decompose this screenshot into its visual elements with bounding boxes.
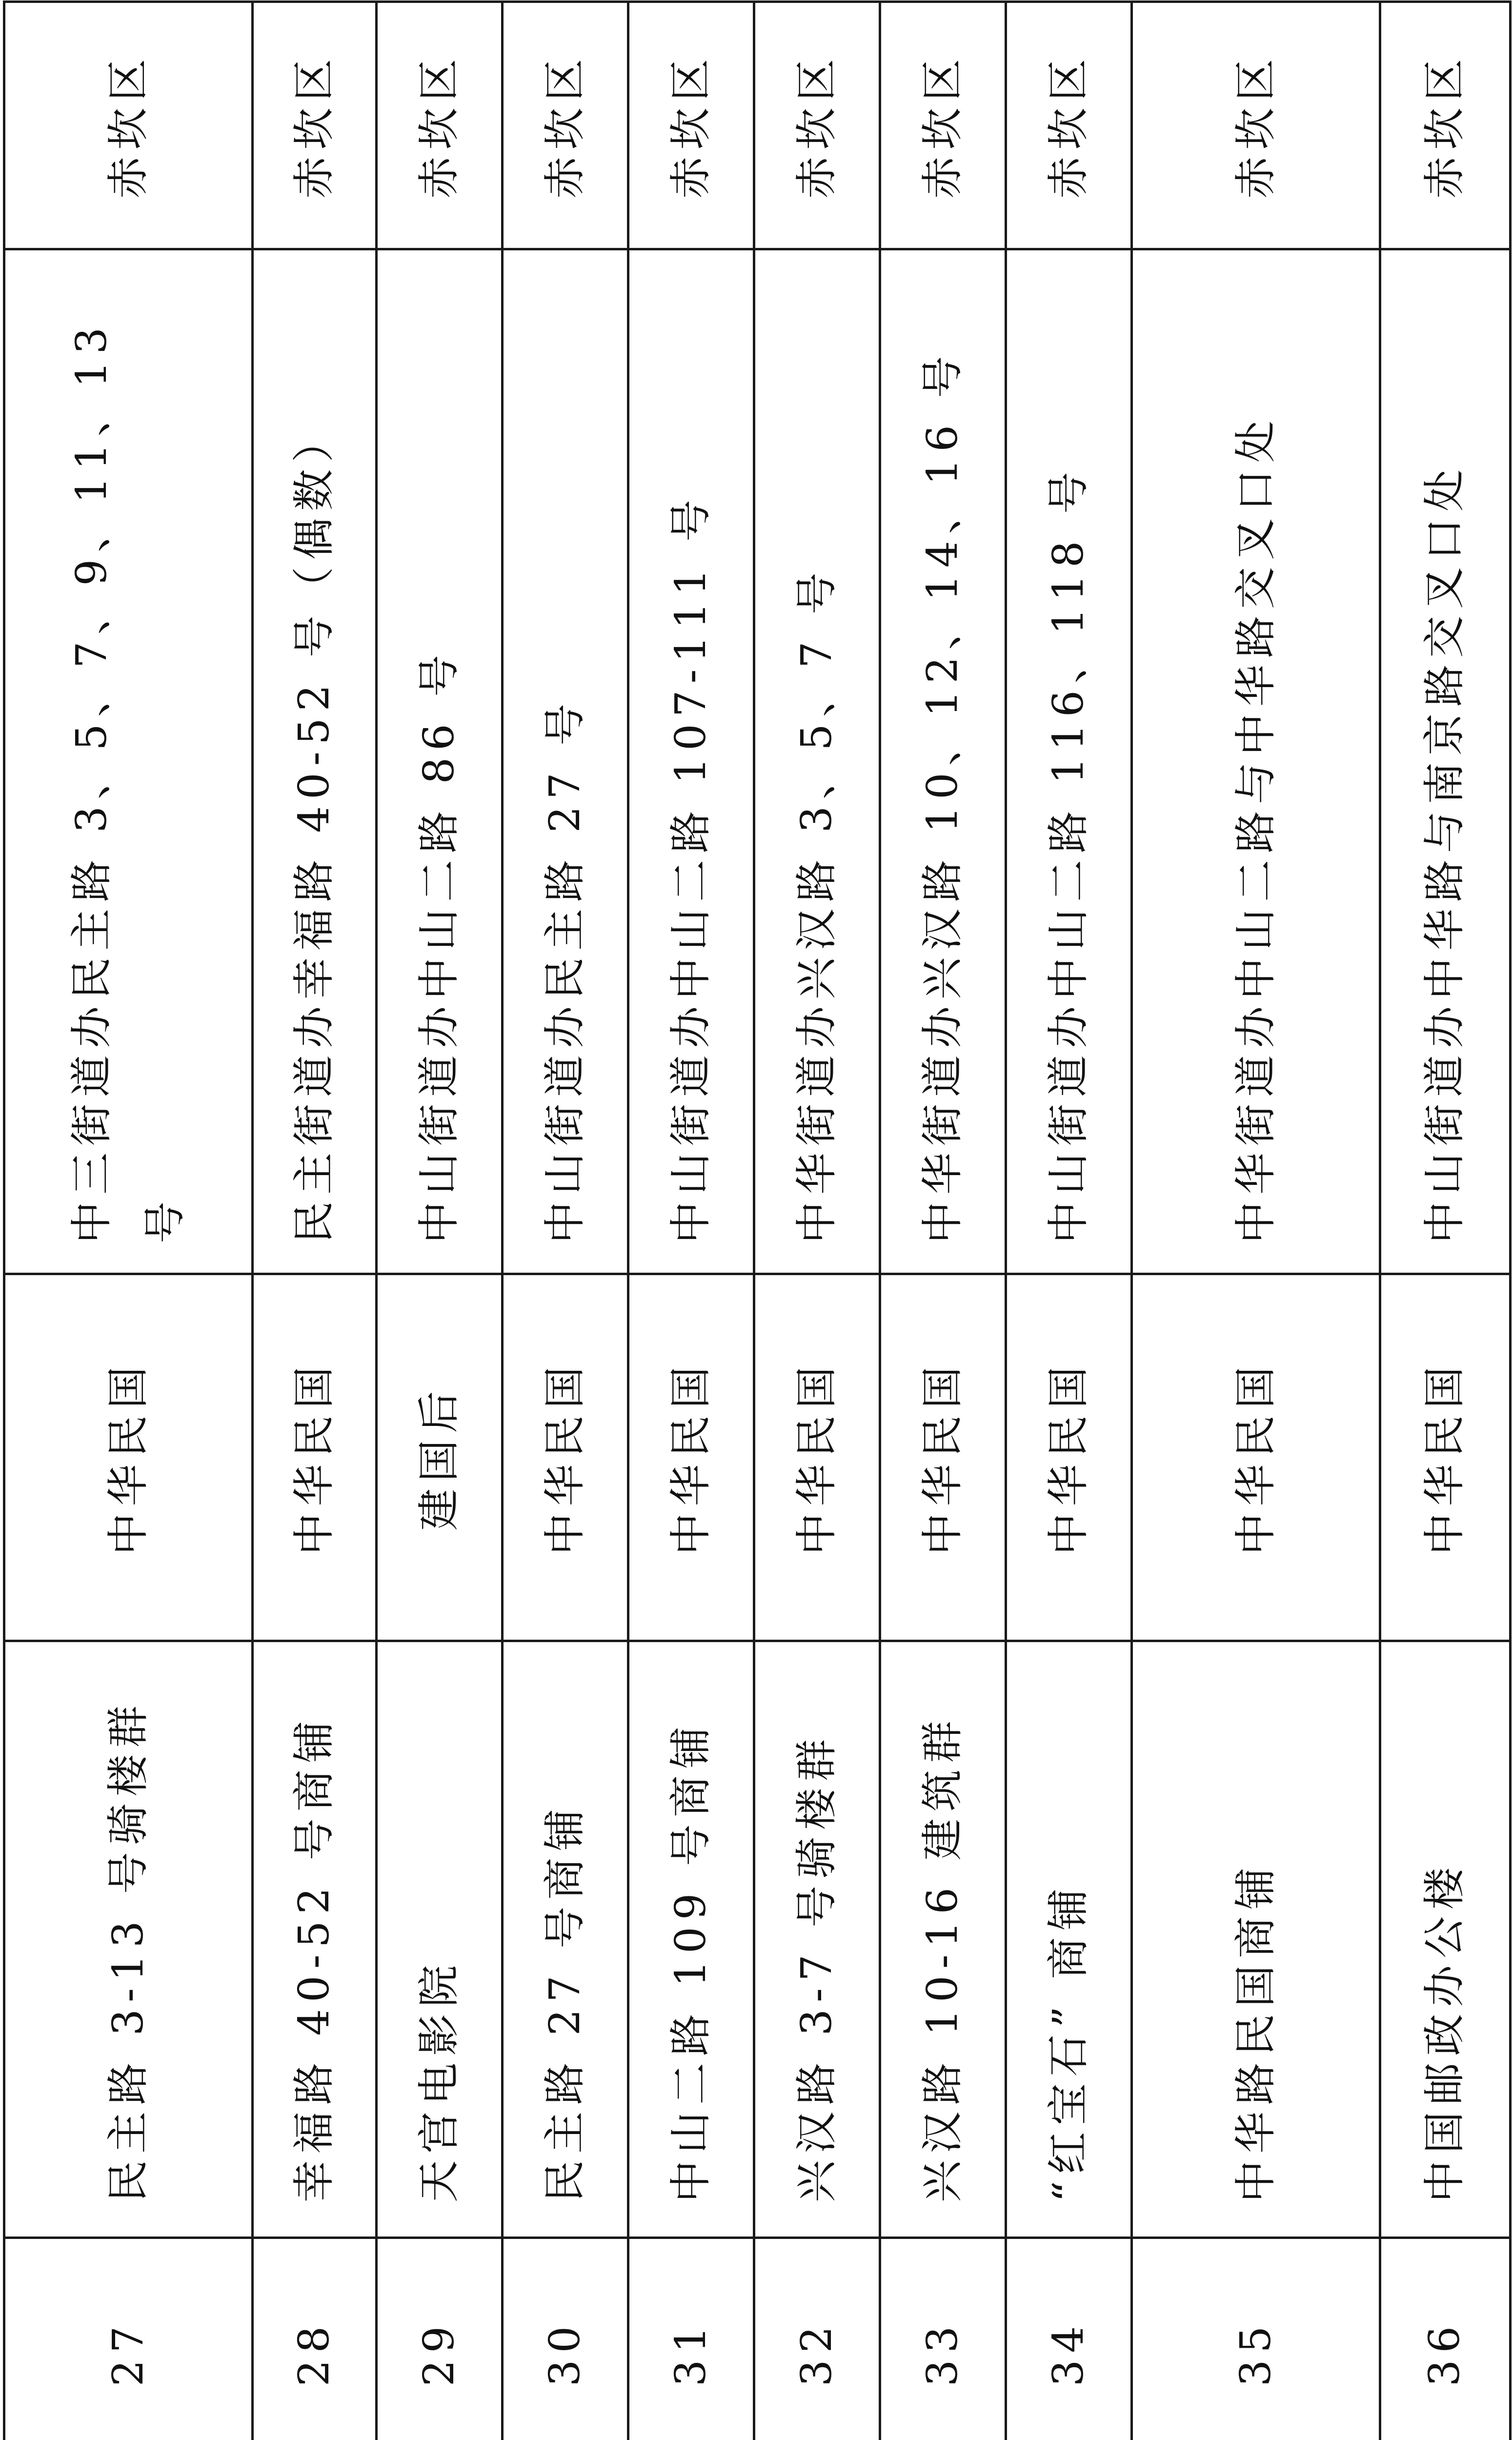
site-era: 中华民国 xyxy=(1132,1274,1380,1641)
site-address: 中山街道办中山二路 116、118 号 xyxy=(1006,249,1132,1274)
row-number: 27 xyxy=(4,2238,253,2440)
site-district: 赤坎区 xyxy=(253,2,377,249)
site-name: 中国邮政办公楼 xyxy=(1380,1641,1511,2238)
site-district: 赤坎区 xyxy=(754,2,880,249)
site-address: 中华街道办兴汉路 3、5、7 号 xyxy=(754,249,880,1274)
site-address: 中山街道办中山二路 107-111 号 xyxy=(628,249,754,1274)
row-number: 29 xyxy=(377,2238,503,2440)
site-name: 兴汉路 10-16 建筑群 xyxy=(880,1641,1006,2238)
site-era: 中华民国 xyxy=(1006,1274,1132,1641)
site-era: 中华民国 xyxy=(4,1274,253,1641)
site-name: 民主路 3-13 号骑楼群 xyxy=(4,1641,253,2238)
site-district: 赤坎区 xyxy=(503,2,628,249)
row-number: 34 xyxy=(1006,2238,1132,2440)
site-era: 中华民国 xyxy=(1380,1274,1511,1641)
site-address: 中华街道办中山二路与中华路交叉口处 xyxy=(1132,249,1380,1274)
row-number: 33 xyxy=(880,2238,1006,2440)
site-era: 中华民国 xyxy=(754,1274,880,1641)
site-name: 中华路民国商铺 xyxy=(1132,1641,1380,2238)
site-name: 民主路 27 号商铺 xyxy=(503,1641,628,2238)
site-district: 赤坎区 xyxy=(4,2,253,249)
site-district: 赤坎区 xyxy=(1006,2,1132,249)
site-address: 民主街道办幸福路 40-52 号（偶数） xyxy=(253,249,377,1274)
site-address: 中山街道办中山二路 86 号 xyxy=(377,249,503,1274)
site-era: 中华民国 xyxy=(253,1274,377,1641)
site-era: 建国后 xyxy=(377,1274,503,1641)
heritage-list-table xyxy=(3,0,1512,2440)
table-row xyxy=(4,2,253,2440)
site-district: 赤坎区 xyxy=(377,2,503,249)
table-row xyxy=(1132,2,1380,2440)
site-address: 中山街道办中华路与南京路交叉口处 xyxy=(1380,249,1511,1274)
site-name: “红宝石” 商铺 xyxy=(1006,1641,1132,2238)
row-number: 35 xyxy=(1132,2238,1380,2440)
site-name: 兴汉路 3-7 号骑楼群 xyxy=(754,1641,880,2238)
site-name: 幸福路 40-52 号商铺 xyxy=(253,1641,377,2238)
table-row xyxy=(880,2,1006,2440)
table-row xyxy=(628,2,754,2440)
row-number: 28 xyxy=(253,2238,377,2440)
table-row xyxy=(754,2,880,2440)
row-number: 32 xyxy=(754,2238,880,2440)
table-row xyxy=(503,2,628,2440)
row-number: 30 xyxy=(503,2238,628,2440)
site-district: 赤坎区 xyxy=(1380,2,1511,249)
table-row xyxy=(377,2,503,2440)
table-row xyxy=(1006,2,1132,2440)
site-name: 天宫电影院 xyxy=(377,1641,503,2238)
site-district: 赤坎区 xyxy=(628,2,754,249)
site-district: 赤坎区 xyxy=(1132,2,1380,249)
site-address: 中华街道办兴汉路 10、12、14、16 号 xyxy=(880,249,1006,1274)
site-district: 赤坎区 xyxy=(880,2,1006,249)
row-number: 31 xyxy=(628,2238,754,2440)
site-era: 中华民国 xyxy=(503,1274,628,1641)
table-row xyxy=(253,2,377,2440)
table-row xyxy=(1380,2,1511,2440)
site-era: 中华民国 xyxy=(628,1274,754,1641)
site-address: 中山街道办民主路 27 号 xyxy=(503,249,628,1274)
site-era: 中华民国 xyxy=(880,1274,1006,1641)
row-number: 36 xyxy=(1380,2238,1511,2440)
site-name: 中山二路 109 号商铺 xyxy=(628,1641,754,2238)
site-address: 中三街道办民主路 3、5、7、9、11、13 号 xyxy=(4,249,253,1274)
